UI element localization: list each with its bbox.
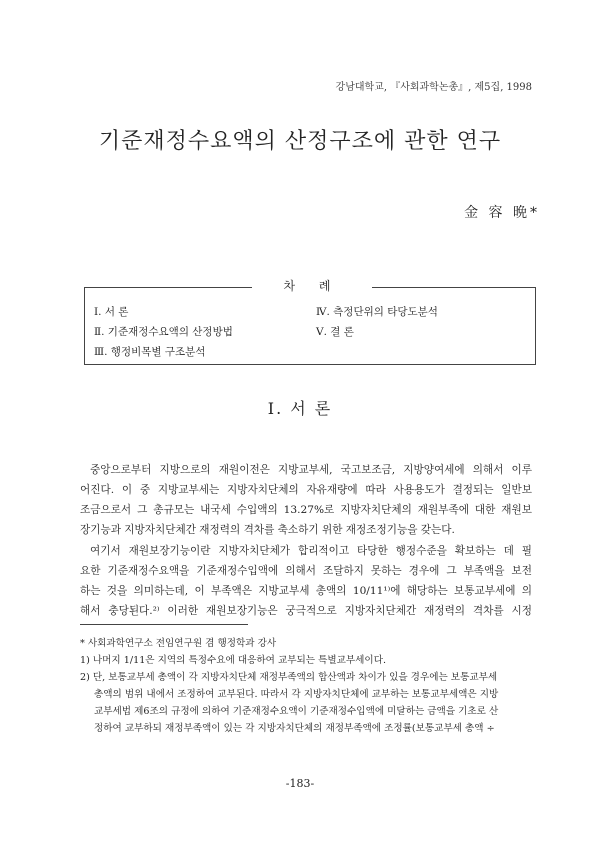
footnote-2-line: 교부세법 제6조의 규정에 의하여 기준재정수요액이 기준재정수입액에 미달하는 금액을 기초로 산 <box>94 706 499 717</box>
paper-title: 기준재정수요액의 산정구조에 관한 연구 <box>98 129 502 154</box>
body-line: 장기능과 지방자치단체간 재정력의 격차를 축소하기 위한 재정조정기능을 갖는다. <box>80 524 455 536</box>
toc-item: Ⅰ. 서 론 <box>94 306 129 318</box>
toc-label: 차 례 <box>252 276 372 296</box>
footnote-2-line: 정하여 교부하되 재정부족액이 있는 각 지방자치단체의 재정부족액에 조정률(보통교부세 총액 ÷ <box>94 723 495 734</box>
toc-item: Ⅴ. 결 론 <box>316 326 354 338</box>
body-line: 중앙으로부터 지방으로의 재원이전은 지방교부세, 국고보조금, 지방양여세에 의해서 이루 <box>90 464 532 476</box>
toc-item: Ⅳ. 측정단위의 타당도분석 <box>316 306 438 318</box>
footnote-author: * 사회과학연구소 전임연구원 겸 행정학과 강사 <box>80 638 277 649</box>
footnote-2-line: 총액의 범위 내에서 조정하여 교부된다. 따라서 각 지방자치단체에 교부하는 보통교부세액은 지방 <box>94 689 499 700</box>
footnote-1: 1) 나머지 1/11은 지역의 특정수요에 대응하여 교부되는 특별교부세이다. <box>80 655 387 666</box>
body-line: 하는 것을 의미하는데, 이 부족액은 지방교부세 총액의 10/11¹⁾에 해당하는 보통교부세에 의 <box>80 585 532 597</box>
toc-item: Ⅲ. 행정비목별 구조분석 <box>94 346 206 358</box>
body-line: 해서 충당된다.²⁾ 이러한 재원보장기능은 궁극적으로 지방자치단체간 재정력의 격차를 시정 <box>80 605 532 617</box>
body-line: 여기서 재원보장기능이란 지방자치단체가 합리적이고 타당한 행정수준을 확보하는 데 필 <box>90 545 532 557</box>
page-number: -183- <box>285 777 315 790</box>
toc-item: Ⅱ. 기준재정수요액의 산정방법 <box>94 326 233 338</box>
section-heading: Ⅰ. 서 론 <box>267 399 333 418</box>
body-line: 조금으로서 그 총규모는 내국세 수입액의 13.27%로 지방자치단체의 재원부족에 대한 재원보 <box>80 504 532 516</box>
journal-citation: 강남대학교, 『사회과학논총』, 제5집, 1998 <box>335 82 532 93</box>
body-line: 어진다. 이 중 지방교부세는 지방자치단체의 자유재량에 따라 사용용도가 결정되는 일반보 <box>80 484 532 496</box>
footnote-2-line: 2) 단, 보통교부세 총액이 각 지방자치단체 재정부족액의 합산액과 차이가 있을 경우에는 보통교부세 <box>80 672 498 683</box>
footnote-divider <box>80 624 248 625</box>
author-name: 金 容 晩* <box>464 205 540 221</box>
body-line: 요한 기준재정수요액을 기준재정수입액에 의해서 조달하지 못하는 경우에 그 부족액을 보전 <box>80 565 532 577</box>
